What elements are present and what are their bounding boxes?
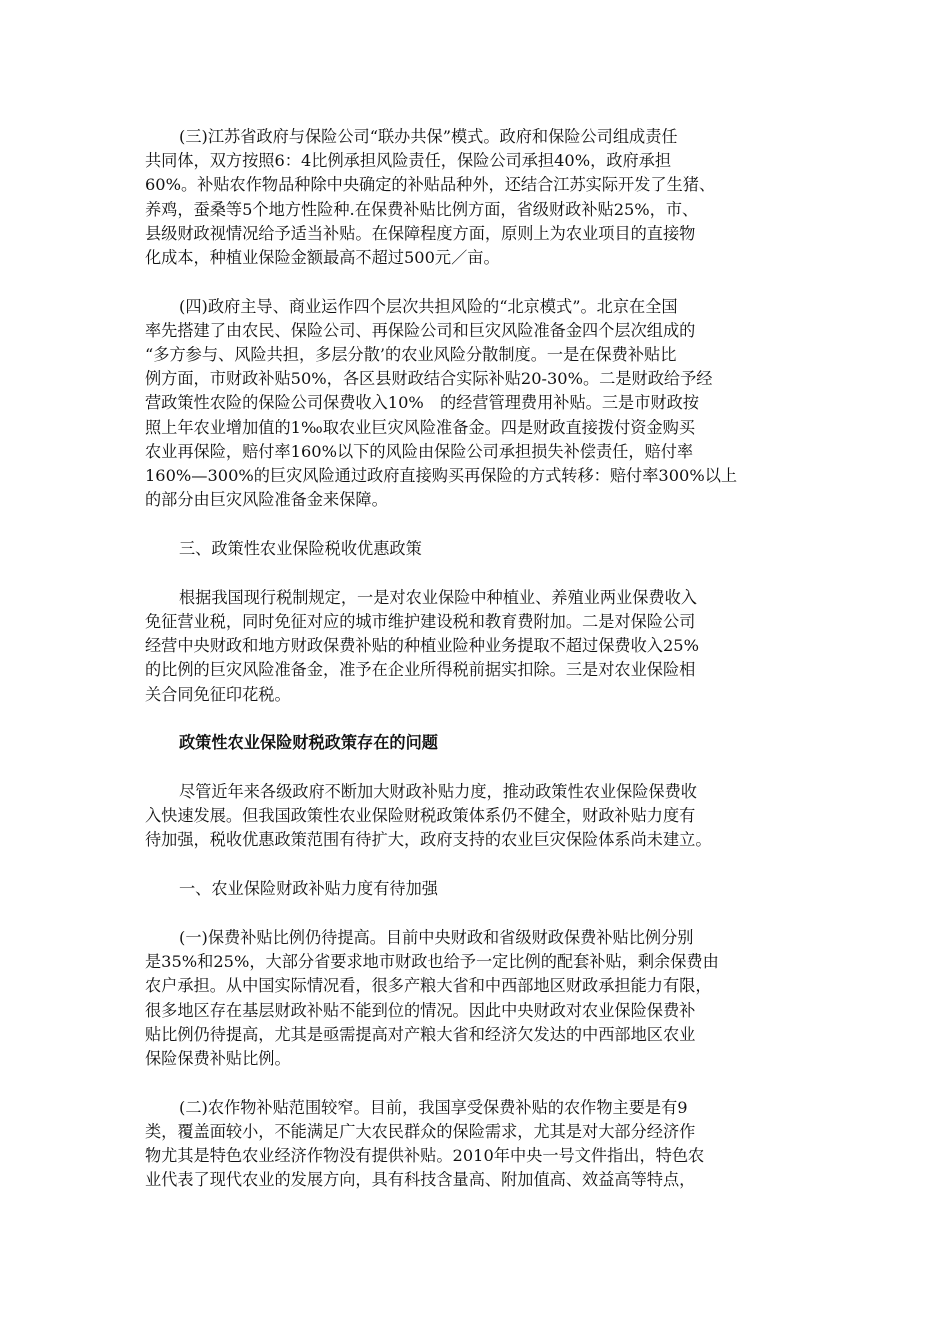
text-line: (四)政府主导、商业运作四个层次共担风险的“北京模式”。北京在全国 (179, 296, 678, 316)
paragraph-premium-subsidy-ratio (145, 926, 810, 1071)
text-line: (二)农作物补贴范围较窄。目前，我国享受保费补贴的农作物主要是有9 (179, 1097, 688, 1117)
paragraph-problems-intro (145, 780, 810, 853)
text-line: 保险保费补贴比例。 (145, 1048, 291, 1068)
text-line: 尽管近年来各级政府不断加大财政补贴力度，推动政策性农业保险保费收 (179, 782, 697, 802)
text-line: 待加强，税收优惠政策范围有待扩大，政府支持的农业巨灾保险体系尚未建立。 (145, 830, 712, 850)
section-heading-subsidy (145, 877, 810, 901)
heading-text: 三、政策性农业保险税收优惠政策 (179, 539, 422, 558)
paragraph-beijing-model (145, 295, 810, 513)
paragraph-jiangsu-model (145, 125, 810, 270)
paragraph-tax-rules (145, 586, 810, 707)
text-line: 化成本，种植业保险金额最高不超过500元／亩。 (145, 247, 500, 267)
document-page (145, 125, 810, 1217)
text-line: (一)保费补贴比例仍待提高。目前中央财政和省级财政保费补贴比例分别 (179, 928, 694, 948)
paragraph-crop-subsidy-scope (145, 1096, 810, 1193)
text-line: 物尤其是特色农业经济作物没有提供补贴。2010年中央一号文件指出，特色农 (145, 1146, 705, 1166)
text-line: 业代表了现代农业的发展方向，具有科技含量高、附加值高、效益高等特点， (145, 1170, 696, 1190)
text-line: 入快速发展。但我国政策性农业保险财税政策体系仍不健全，财政补贴力度有 (145, 806, 696, 826)
text-line: 类，覆盖面较小，不能满足广大农民群众的保险需求，尤其是对大部分经济作 (145, 1121, 696, 1141)
text-line: 共同体，双方按照6：4比例承担风险责任，保险公司承担40%，政府承担 (145, 151, 672, 171)
section-heading-problems (145, 731, 810, 755)
section-heading-tax-policy (145, 537, 810, 561)
text-line: 经营中央财政和地方财政保费补贴的种植业险种业务提取不超过保费收入25% (145, 636, 699, 656)
text-line: 养鸡，蚕桑等5个地方性险种.在保费补贴比例方面，省级财政补贴25%，市、 (145, 199, 699, 219)
text-line: “多方参与、风险共担，多层分散’的农业风险分散制度。一是在保费补贴比 (145, 345, 677, 365)
text-line: 农业再保险，赔付率160%以下的风险由保险公司承担损失补偿责任，赔付率 (145, 441, 694, 461)
text-line: 免征营业税，同时免征对应的城市维护建设税和教育费附加。二是对保险公司 (145, 611, 696, 631)
text-line: 照上年农业增加值的1‰取农业巨灾风险准备金。四是财政直接拨付资金购买 (145, 417, 696, 437)
text-line: 营政策性农险的保险公司保费收入10% 的经营管理费用补贴。三是市财政按 (145, 393, 699, 413)
heading-text: 一、农业保险财政补贴力度有待加强 (179, 879, 438, 899)
text-line: 的比例的巨灾风险准备金，准予在企业所得税前据实扣除。三是对农业保险相 (145, 660, 696, 680)
text-line: 160%—300%的巨灾风险通过政府直接购买再保险的方式转移：赔付率300%以上 (145, 466, 738, 486)
text-line: 的部分由巨灾风险准备金来保障。 (145, 490, 388, 510)
text-line: 例方面，市财政补贴50%，各区县财政结合实际补贴20-30%。二是财政给予经 (145, 369, 713, 389)
text-line: 60%。补贴农作物品种除中央确定的补贴品种外，还结合江苏实际开发了生猪、 (145, 175, 716, 195)
text-line: 根据我国现行税制规定，一是对农业保险中种植业、养殖业两业保费收入 (179, 587, 697, 607)
text-line: 是35%和25%，大部分省要求地市财政也给予一定比例的配套补贴，剩余保费由 (145, 952, 719, 972)
heading-text: 政策性农业保险财税政策存在的问题 (179, 733, 438, 753)
text-line: 率先搭建了由农民、保险公司、再保险公司和巨灾风险准备金四个层次组成的 (145, 320, 696, 340)
text-line: 农户承担。从中国实际情况看，很多产粮大省和中西部地区财政承担能力有限， (145, 976, 712, 996)
text-line: (三)江苏省政府与保险公司“联办共保”模式。政府和保险公司组成责任 (179, 127, 678, 146)
text-line: 县级财政视情况给予适当补贴。在保障程度方面，原则上为农业项目的直接物 (145, 223, 696, 243)
text-line: 贴比例仍待提高，尤其是亟需提高对产粮大省和经济欠发达的中西部地区农业 (145, 1024, 696, 1044)
text-line: 关合同免征印花税。 (145, 684, 291, 704)
text-line: 很多地区存在基层财政补贴不能到位的情况。因此中央财政对农业保险保费补 (145, 1000, 696, 1020)
